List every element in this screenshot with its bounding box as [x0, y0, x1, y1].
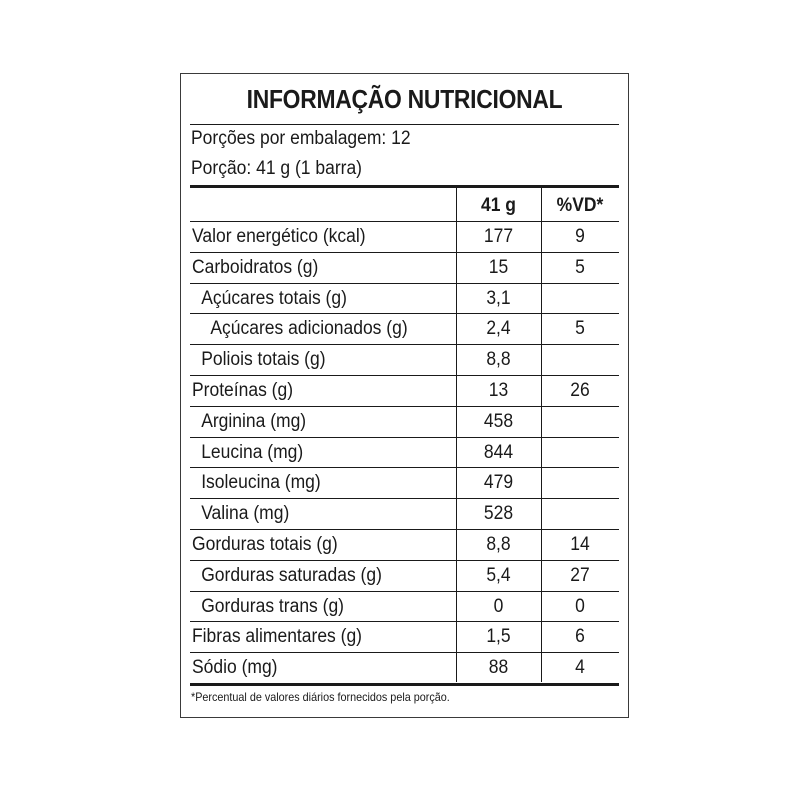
nutrient-name: Valor energético (kcal): [192, 226, 366, 247]
label-title: INFORMAÇÃO NUTRICIONAL: [246, 84, 563, 114]
nutrient-amount: 15: [488, 256, 509, 278]
nutrient-daily-value: 0: [575, 595, 585, 617]
serving-divider: [190, 185, 619, 188]
nutrient-row: [190, 592, 619, 623]
nutrient-row: [190, 561, 619, 592]
nutrient-row: [190, 622, 619, 653]
amount-column-rule: [456, 188, 457, 682]
nutrient-amount: 8,8: [486, 349, 511, 371]
nutrient-name: Açúcares totais (g): [201, 287, 347, 309]
nutrient-daily-value: [544, 468, 616, 498]
nutrient-name: Valina (mg): [201, 503, 290, 525]
nutrient-daily-value: 6: [575, 626, 585, 648]
nutrient-daily-value: [544, 499, 616, 529]
nutrient-daily-value: 26: [570, 380, 590, 401]
nutrient-name: Proteínas (g): [192, 380, 294, 401]
nutrient-name: Fibras alimentares (g): [192, 626, 362, 648]
nutrient-amount: 8,8: [486, 534, 511, 555]
nutrient-amount: 2,4: [486, 318, 511, 340]
nutrient-row: [190, 376, 619, 407]
nutrient-row: [190, 314, 619, 345]
nutrient-daily-value: 27: [570, 564, 590, 586]
nutrient-amount: 844: [483, 441, 514, 463]
nutrient-name: Sódio (mg): [192, 657, 278, 679]
nutrient-daily-value: [544, 284, 616, 314]
nutrient-daily-value: 9: [575, 226, 585, 247]
nutrient-amount: 88: [488, 657, 509, 679]
nutrient-daily-value: 14: [570, 534, 590, 555]
nutrient-daily-value: 5: [575, 256, 585, 278]
table-bottom-divider: [190, 683, 619, 686]
nutrient-daily-value: [544, 438, 616, 468]
nutrient-amount: 13: [488, 380, 509, 401]
nutrient-row: [190, 407, 619, 438]
nutrient-row: [190, 345, 619, 376]
serving-size: Porção: 41 g (1 barra): [191, 158, 363, 179]
nutrient-name: Isoleucina (mg): [201, 472, 321, 494]
nutrient-name: Açúcares adicionados (g): [210, 318, 408, 340]
title-divider: [190, 124, 619, 125]
nutrient-row: [190, 438, 619, 469]
nutrient-row: [190, 653, 619, 684]
nutrient-name: Arginina (mg): [201, 410, 307, 432]
nutrient-amount: 5,4: [486, 564, 511, 586]
nutrient-row: [190, 530, 619, 561]
nutrient-row: [190, 468, 619, 499]
nutrient-name: Carboidratos (g): [192, 256, 319, 278]
nutrient-amount: 458: [483, 410, 514, 432]
nutrient-daily-value: 4: [575, 657, 585, 679]
nutrient-amount: 0: [493, 595, 504, 617]
nutrient-amount: 1,5: [486, 626, 511, 648]
nutrient-name: Gorduras totais (g): [192, 534, 338, 555]
footnote: *Percentual de valores diários fornecidos pela porção.: [191, 690, 450, 704]
nutrient-name: Leucina (mg): [201, 441, 304, 463]
amount-column-header: 41 g: [481, 195, 516, 216]
daily-value-column-rule: [541, 188, 542, 682]
table-header: [190, 191, 619, 221]
nutrient-amount: 479: [483, 472, 514, 494]
nutrient-amount: 177: [483, 226, 514, 247]
nutrient-name: Gorduras trans (g): [201, 595, 345, 617]
nutrient-name: Poliois totais (g): [201, 349, 326, 371]
nutrient-daily-value: [544, 345, 616, 375]
servings-per-package: Porções por embalagem: 12: [191, 128, 411, 149]
nutrient-row: [190, 284, 619, 315]
nutrition-facts-label: [180, 73, 629, 718]
nutrient-row: [190, 253, 619, 284]
nutrient-daily-value: [544, 407, 616, 437]
nutrient-row: [190, 499, 619, 530]
nutrient-row: [190, 222, 619, 253]
nutrient-amount: 3,1: [486, 287, 511, 309]
nutrient-amount: 528: [483, 503, 514, 525]
daily-value-column-header: %VD*: [556, 195, 604, 216]
nutrient-daily-value: 5: [575, 318, 585, 340]
nutrient-name: Gorduras saturadas (g): [201, 564, 382, 586]
